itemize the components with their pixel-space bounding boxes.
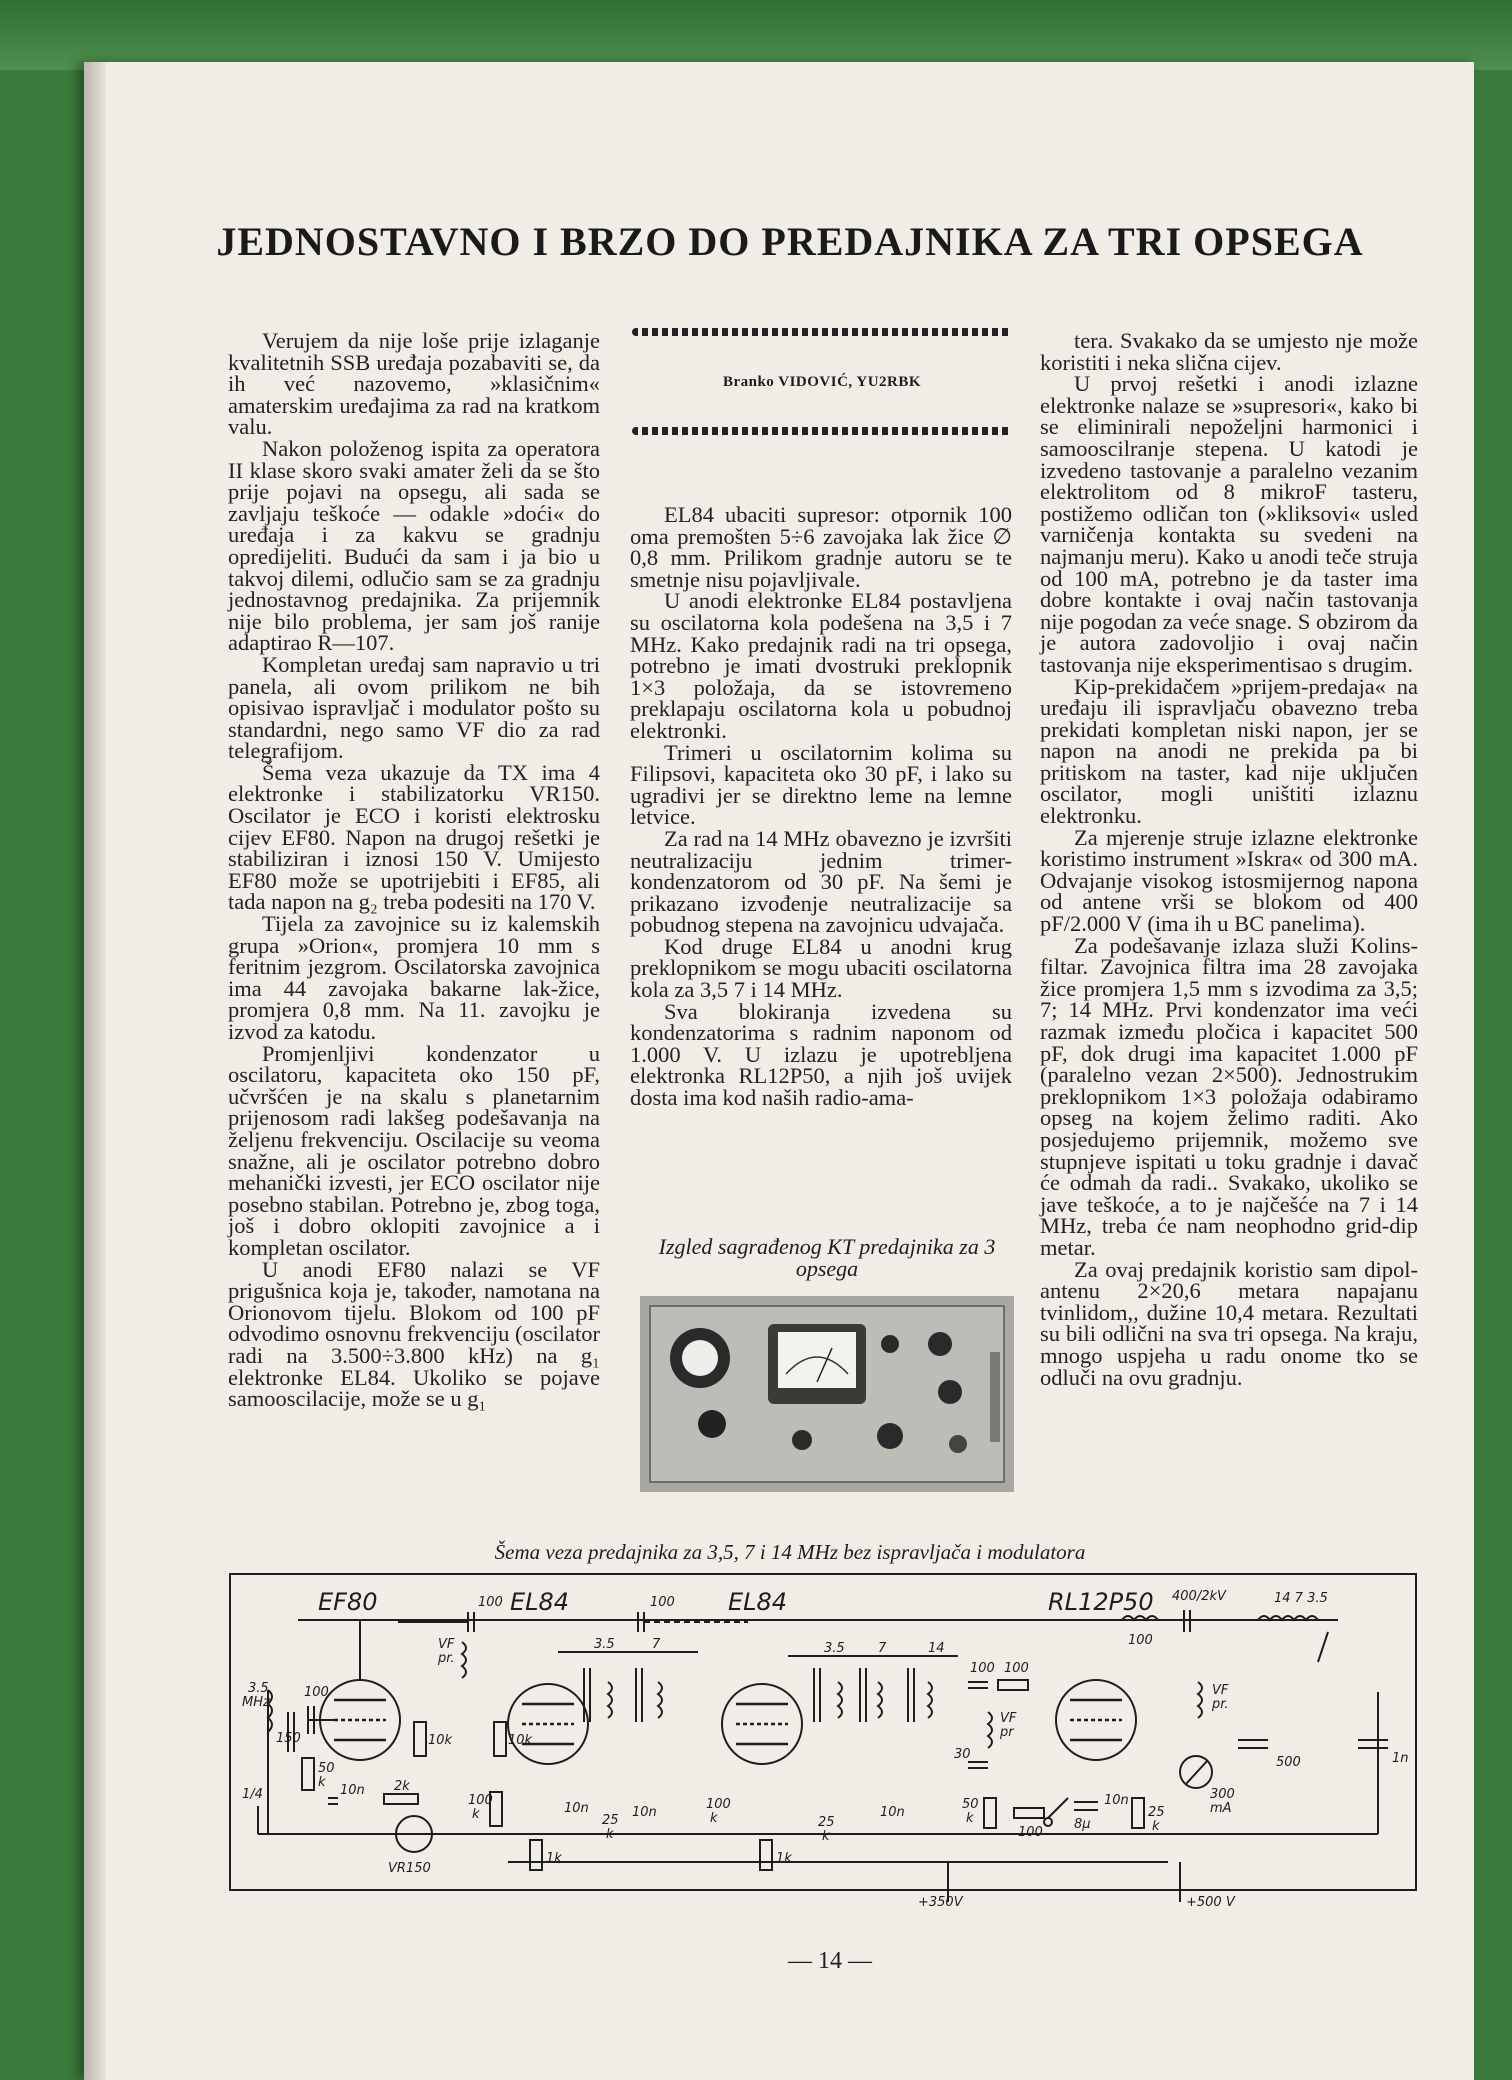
label-r100k-a-unit: k xyxy=(472,1807,480,1822)
label-r100k-a: 100 xyxy=(468,1793,493,1808)
paragraph: Kompletan uređaj sam napravio u tri panela, ali ovom prilikom ne bih opisivao ispravljač i modulator pošto su standardni, nego samo VF dio za rad telegrafijom. xyxy=(228,651,600,764)
label-r50k-unit: k xyxy=(318,1775,326,1790)
label-r25k-b-unit: k xyxy=(822,1829,830,1844)
paragraph: Kod druge EL84 u anodni krug preklopnikom se mogu ubaciti oscilatorna kola za 3,5 7 i 14 MHz. xyxy=(630,933,1012,1003)
label-r100-b: 100 xyxy=(1018,1825,1043,1840)
label-vf-pr-2: VF xyxy=(1000,1711,1017,1726)
label-c500: 500 xyxy=(1276,1755,1301,1770)
paragraph: Za podešavanje izlaza služi Kolins-filtar. Zavojnica filtra ima 28 zavojaka žice promjera 1,5 mm s izvodima za 3,5; 7; 14 MHz. Prvi kondenzator ima veći razmak između pločica i kapacitet 500 pF, dok drugi ima kapacitet 1.000 pF (paralelno vezan 2×500). Jednostrukim preklopnikom 1×3 položaja odabiramo opseg na kojem želimo raditi. Ako posjedujemo prijemnik, možemo sve stupnjeve ispitati u toku gradnje i davač će odmah da radi.. Svakako, ukoliko se jave teškoće, a to je najčešće na 7 i 14 MHz, treba će nam neophodno grid-dip metar. xyxy=(1040,932,1418,1260)
label-c1n: 1n xyxy=(1392,1751,1409,1766)
label-tube1: EF80 xyxy=(318,1588,378,1616)
text-column-3 xyxy=(1040,330,1418,1388)
label-r10k-a: 10k xyxy=(428,1733,453,1748)
transmitter-photo xyxy=(640,1296,1014,1492)
transmitter-photo-drawing xyxy=(640,1296,1014,1492)
transmitter-schematic xyxy=(228,1572,1418,1912)
label-tube2: EL84 xyxy=(510,1588,570,1616)
paragraph: Za ovaj predajnik koristio sam dipol-antenu 2×20,6 metara napajanu tvinlidom,, dužine 10,4 metara. Rezultati su bili odlični na sva tri opsega. Na kraju, mnogo uspjeha u radu onome tko se odluči na ovu gradnju. xyxy=(1040,1256,1418,1390)
paragraph: Kip-prekidačem »prijem-predaja« na uređaju ili ispravljaču obavezno treba prekidati kompletan niski napon, jer se napon na anodi ne prekida pa bi pritiskom na taster, kad nije uključen oscilator, mogli uništiti izlaznu elektronku. xyxy=(1040,673,1418,829)
wavy-rule-top xyxy=(632,328,1012,336)
text-column-2 xyxy=(630,504,1012,1109)
label-r1k-b: 1k xyxy=(776,1851,792,1866)
label-c8u: 8μ xyxy=(1074,1817,1091,1832)
label-tube3: EL84 xyxy=(728,1588,788,1616)
label-v350: +350V xyxy=(918,1895,963,1910)
paragraph: Sva blokiranja izvedena su kondenzatorima s radnim naponom od 1.000 V. U izlazu je upotrebljena elektronka RL12P50, a njih još uvijek dosta ima kod naših radio-ama- xyxy=(630,998,1012,1111)
paragraph: U prvoj rešetki i anodi izlazne elektronke nalaze se »supresori«, kako bi se eliminirali nepoželjni harmonici i samooscilranje stepena. U katodi je izvedeno tastovanje a paralelno vezanim elektrolitom od 8 mikroF tasteru, postižemo odličan ton (»kliksovi« usled varničenja kontakta su svedeni na najmanju meru). Kako u anodi teče struja od 100 mA, potrebno je da taster ima dobre kontakte i ovaj način tastovanja nije pogodan za veće snage. S obzirom da je autora zadovoljio i ovaj način tastovanja nije eksperimentisao s drugim. xyxy=(1040,371,1418,677)
text-column-1 xyxy=(228,330,600,1410)
author-byline: Branko VIDOVIĆ, YU2RBK xyxy=(722,374,922,390)
page-binding-edge xyxy=(84,62,106,2080)
label-c-grid: 100 xyxy=(478,1595,503,1610)
label-r25k-b: 25 xyxy=(818,1815,835,1830)
label-c10n-e: 10n xyxy=(1104,1793,1129,1808)
paragraph: EL84 ubaciti supresor: otpornik 100 oma premošten 5÷6 zavojaka lak žice ∅ 0,8 mm. Prilikom gradnje autoru se te smetnje nisu pojavljivale. xyxy=(630,502,1012,592)
label-tube4: RL12P50 xyxy=(1048,1588,1154,1616)
label-r25k-a-unit: k xyxy=(606,1827,614,1842)
photo-caption: Izgled sagrađenog KT predajnika za 3 opsega xyxy=(658,1234,996,1281)
label-band-a2: 7 xyxy=(652,1637,661,1652)
label-c100-b: 100 xyxy=(650,1595,675,1610)
label-r50k-b: 50 xyxy=(962,1797,979,1812)
label-c30: 30 xyxy=(954,1747,971,1762)
label-c100-c: 100 xyxy=(970,1661,995,1676)
label-r2k: 2k xyxy=(394,1779,410,1794)
label-band-b2: 7 xyxy=(878,1641,887,1656)
label-r100-a: 100 xyxy=(1004,1661,1029,1676)
label-r25k-c: 25 xyxy=(1148,1805,1165,1820)
wavy-rule-bottom xyxy=(632,427,1012,435)
paragraph: Verujem da nije loše prije izlaganje kvalitetnih SSB uređaja pozabaviti se, da ih već nazovemo, »klasičnim« amaterskim uređajima za rad na kratkom valu. xyxy=(228,328,600,440)
label-meter-unit: mA xyxy=(1210,1801,1232,1816)
paragraph: Za mjerenje struje izlazne elektronke koristimo instrument »Iskra« od 300 mA. Odvajanje visokog istosmijernog napona od antene vrši se blokom od 400 pF/2.000 V (ima ih u BC panelima). xyxy=(1040,824,1418,937)
label-r50k: 50 xyxy=(318,1761,335,1776)
label-r1k-a: 1k xyxy=(546,1851,562,1866)
paragraph: U anodi EF80 nalazi se VF prigušnica koja je, također, namotana na Orionovom tijelu. Blokom od 100 pF odvodimo osnovnu frekvenciju (oscilator radi na 3.500÷3.800 kHz) na g₁ elektronke EL84. Ukoliko se pojave samooscilacije, može se u g₁ xyxy=(228,1256,600,1412)
label-r25k-a: 25 xyxy=(602,1813,619,1828)
label-band-b: 3.5 xyxy=(824,1641,845,1656)
paragraph: Tijela za zavojnice su iz kalemskih grupa »Orion«, promjera 10 mm s feritnim jezgrom. Oscilatorska zavojnica ima 44 zavojaka bakarne lak-žice, promjera 0,8 mm. Na 11. zavojku je izvod za katodu. xyxy=(228,911,600,1044)
label-c10n-a: 10n xyxy=(340,1783,365,1798)
label-c150: 150 xyxy=(276,1731,301,1746)
paragraph: Šema veza ukazuje da TX ima 4 elektronke i stabilizatorku VR150. Oscilator je ECO i koristi elektrosku cijev EF80. Napon na drugoj rešetki je stabiliziran i iznosi 150 V. Umijesto EF80 može se upotrijebiti i EF85, ali tada napon na g₂ treba podesiti na 170 V. xyxy=(228,759,600,915)
paragraph: U anodi elektronke EL84 postavljena su oscilatorna kola podešena na 3,5 i 7 MHz. Kako predajnik radi na tri opsega, potrebno je imati dvostruki preklopnik 1×3 položaja, da se istovremeno preklapaju oscilatorna kola u pobudnoj elektronki. xyxy=(630,588,1012,743)
label-freq-unit: MHz xyxy=(242,1695,270,1710)
schematic-caption: Šema veza predajnika za 3,5, 7 i 14 MHz bez ispravljača i modulatora xyxy=(494,1540,1086,1564)
label-r50k-b-unit: k xyxy=(966,1811,974,1826)
background-top xyxy=(0,0,1512,70)
label-l100: 100 xyxy=(1128,1633,1153,1648)
page-number: — 14 — xyxy=(788,1948,872,1974)
label-r10k-b: 10k xyxy=(508,1733,533,1748)
paragraph: Trimeri u oscilatornim kolima su Filipsovi, kapaciteta oko 30 pF, i lako su ugradivi jer se direktno leme na lemne letvice. xyxy=(630,739,1012,830)
label-band-a: 3.5 xyxy=(594,1637,615,1652)
label-c10n-d: 10n xyxy=(880,1805,905,1820)
label-r100k-b: 100 xyxy=(706,1797,731,1812)
label-c10n-b: 10n xyxy=(564,1801,589,1816)
label-vf-pr-3b: pr. xyxy=(1212,1697,1229,1712)
label-meter: 300 xyxy=(1210,1787,1235,1802)
paragraph: Nakon položenog ispita za operatora II klase skoro svaki amater želi da se što prije pojavi na opsegu, ali sada se zavljaju teškoće — odakle »doći« do uređaja i za kakvu se gradnju opredijeliti. Budući da sam i ja bio u takvoj dilemi, odlučio sam se za gradnju jednostavnog predajnika. Za prijemnik nije bilo problema, jer sam još ranije adaptirao R—107. xyxy=(228,435,600,656)
schematic-drawing xyxy=(228,1572,1418,1912)
paragraph: Za rad na 14 MHz obavezno je izvršiti neutralizaciju jednim trimer-kondenzatorom od 30 pF. Na šemi je prikazano izvođenje neutralizacije sa pobudnog stepena na zavojnicu udvajača. xyxy=(630,825,1012,938)
label-vf-pr-1: VF xyxy=(438,1637,455,1652)
label-tap: 1/4 xyxy=(242,1787,263,1802)
label-v500: +500 V xyxy=(1186,1895,1235,1910)
paragraph: Promjenljivi kondenzator u oscilatoru, kapaciteta oko 150 pF, učvršćen je na skalu s planetarnim prijenosom radi lakšeg podešavanja na željenu frekvenciju. Oscilacije su veoma snažne, ali je oscilator potrebno dobro mehanički izvesti, jer ECO oscilator nije posebno stabilan. Potrebno je, zbog toga, još i dobro oklopiti zavojnice a i kompletan oscilator. xyxy=(228,1040,600,1260)
label-c400: 400/2kV xyxy=(1172,1589,1226,1604)
article-title: JEDNOSTAVNO I BRZO DO PREDAJNIKA ZA TRI OPSEGA xyxy=(216,219,1364,264)
label-c10n-c: 10n xyxy=(632,1805,657,1820)
byline-box xyxy=(632,328,1012,440)
label-vf-pr-3: VF xyxy=(1212,1683,1229,1698)
label-vf-pr-2b: pr xyxy=(1000,1725,1014,1740)
label-r25k-c-unit: k xyxy=(1152,1819,1160,1834)
label-c-osc: 100 xyxy=(304,1685,329,1700)
label-vf-pr-1b: pr. xyxy=(438,1651,455,1666)
label-freq: 3.5 xyxy=(248,1681,269,1696)
label-vr150: VR150 xyxy=(388,1861,431,1876)
label-taps: 14 7 3.5 xyxy=(1274,1591,1328,1606)
label-band-b3: 14 xyxy=(928,1641,945,1656)
paragraph: tera. Svakako da se umjesto nje može koristiti i neka slična cijev. xyxy=(1040,328,1418,375)
label-r100k-b-unit: k xyxy=(710,1811,718,1826)
